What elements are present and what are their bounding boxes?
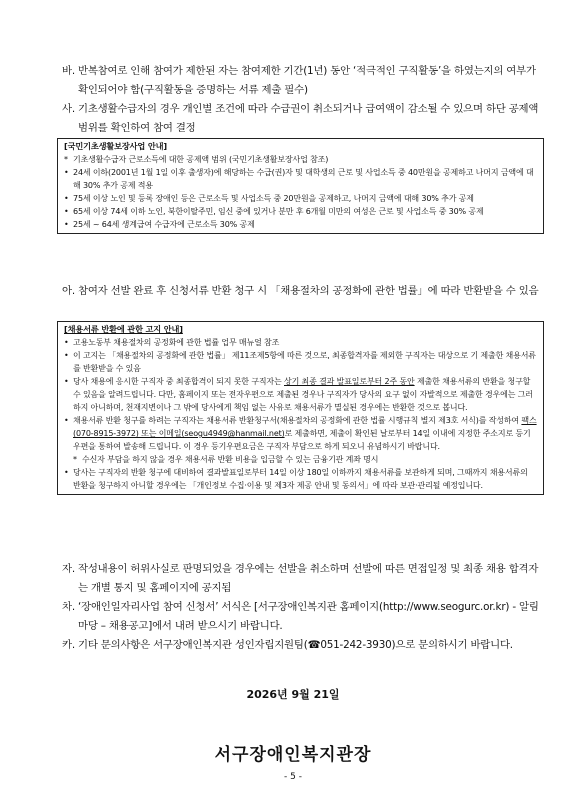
box-bullet (64, 466, 537, 492)
bullet-mark: • (64, 168, 69, 177)
box-bullet (64, 414, 537, 453)
document-return-notice-box (57, 321, 544, 495)
box-bullet (64, 336, 537, 349)
text-segment: 당사 채용에 응시한 구직자 중 최종합격이 되지 못한 구직자는 (73, 377, 284, 386)
item-marker: 차. (62, 601, 75, 613)
box-sub-note (64, 453, 537, 466)
page-number: - 5 - (284, 772, 302, 782)
item-marker: 자. (62, 563, 75, 575)
bullet-mark: • (64, 351, 69, 360)
basic-livelihood-info-box (57, 138, 544, 234)
bullet-mark: • (64, 377, 69, 386)
bullet-mark: • (64, 194, 69, 203)
item-ja (62, 560, 540, 598)
box-bullet (64, 349, 537, 375)
text-segment: 로 제출하면, 제출이 확인된 날로부터 14일 이내에 지정한 주소지로 등기우편을 통하여 발송해 드립니다. 이 경우 등기우편요금은 구직자 부담으로 하게 되오니 유념하시기 바랍니다. (73, 429, 531, 451)
bullet-mark: • (64, 416, 69, 425)
box-bullet-text: 이 고지는 「채용절차의 공정화에 관한 법률」 제11조제5항에 따른 것으로, 최종합격자를 제외한 구직자는 대상으로 기 제출한 채용서류를 반환받을 수 있음 (73, 351, 536, 373)
asterisk-mark: * (73, 455, 77, 464)
asterisk-mark: * (64, 155, 68, 164)
box-bullet-text: 25세 ~ 64세 생계급여 수급자에 근로소득 30% 공제 (73, 220, 255, 229)
box-bullet (64, 192, 537, 205)
item-text: 참여자 선발 완료 후 신청서류 반환 청구 시 「채용절차의 공정화에 관한 법률」에 따라 반환받을 수 있음 (78, 285, 539, 297)
organization-signature: 서구장애인복지관장 (214, 745, 372, 765)
box-intro (64, 153, 537, 166)
box-sub-text: 수신자 부담을 하지 않을 경우 채용서류 반환 비용을 입금할 수 있는 금융기관 계좌 명시 (82, 455, 379, 464)
item-marker: 사. (62, 103, 75, 115)
box-bullet-text: 75세 이상 노인 및 등록 장애인 등은 근로소득 및 사업소득 중 20만원을 공제하고, 나머지 금액에 대해 30% 추가 공제 (73, 194, 474, 203)
box-bullet-text (73, 377, 533, 412)
bullet-mark: • (64, 338, 69, 347)
document-date: 2026년 9월 21일 (246, 688, 340, 701)
box-title: [국민기초생활보장사업 안내] (64, 141, 167, 151)
item-cha (62, 598, 540, 636)
item-text: 기타 문의사항은 서구장애인복지관 성인자립지원팀(☎051-242-3930)으로 문의하시기 바랍니다. (78, 639, 513, 651)
box-bullet-text: 고용노동부 채용절차의 공정화에 관한 법률 업무 매뉴얼 참조 (73, 338, 280, 347)
item-ba (62, 62, 540, 100)
box-bullet-text (73, 416, 537, 451)
box-bullet (64, 205, 537, 218)
bullet-mark: • (64, 220, 69, 229)
item-marker: 아. (62, 285, 75, 297)
box-bullet (64, 166, 537, 192)
item-sa (62, 100, 540, 138)
fax-email-contact: 팩스(070-8915-3972) 또는 이메일(seogu4949@hanmail.net) (73, 416, 537, 438)
box-bullet-text: 당사는 구직자의 반환 청구에 대비하여 결과발표일로부터 14일 이상 180일 이하까지 채용서류를 보관하게 되며, 그때까지 채용서류의 반환을 청구하지 아니할 경우에는 「개인정보 수집·이용 및 제3자 제공 안내 및 동의서」에 따라 보관·관리될 예정입니다. (73, 468, 528, 490)
item-text: 기초생활수급자의 경우 개인별 조건에 따라 수급권이 취소되거나 급여액이 감소될 수 있으며 하단 공제액 범위를 확인하여 참여 결정 (78, 103, 539, 134)
item-marker: 바. (62, 65, 75, 77)
box-bullet (64, 218, 537, 231)
box-bullet (64, 375, 537, 414)
item-ka (62, 636, 540, 655)
text-segment: 제출한 채용서류의 반환을 청구할 수 있음을 알려드립니다. 다만, 홈페이지 또는 전자우편으로 제출된 경우나 구직자가 당사의 요구 없이 자발적으로 제출한 경우에는 그러하지 아니하며, 천재지변이나 그 밖에 당사에게 책임 없는 사유로 채용서류가 멸실된 경우에는 반환한 것으로 봅니다. (73, 377, 533, 412)
text-segment: 채용서류 반환 청구를 하려는 구직자는 채용서류 반환청구서(채용절차의 공정화에 관한 법률 시행규칙 별지 제3호 서식)를 작성하여 (73, 416, 522, 425)
bullet-mark: • (64, 468, 69, 477)
item-marker: 카. (62, 639, 75, 651)
item-a (62, 282, 540, 301)
bullet-mark: • (64, 207, 69, 216)
box-bullet-text: 65세 이상 74세 이하 노인, 북한이탈주민, 임신 중에 있거나 분만 후 6개월 미만의 여성은 근로 및 사업소득 중 30% 공제 (73, 207, 484, 216)
box-bullet-text: 24세 이하(2001년 1월 1일 이후 출생자)에 해당하는 수급(권)자 및 대학생의 근로 및 사업소득 중 40만원을 공제하고 나머지 금액에 대해 30% 추가 공제 적용 (73, 168, 534, 190)
item-text: 반복참여로 인해 참여가 제한된 자는 참여제한 기간(1년) 동안 ‘적극적인 구직활동’을 하였는지의 여부가 확인되어야 함(구직활동을 증명하는 서류 제출 필수) (78, 65, 536, 96)
item-text: 작성내용이 허위사실로 판명되었을 경우에는 선발을 취소하며 선발에 따른 면접일정 및 최종 채용 합격자는 개별 통지 및 홈페이지에 공지됨 (78, 563, 539, 594)
box-intro-text: 기초생활수급자 근로소득에 대한 공제액 범위 (국민기초생활보장사업 참조) (73, 155, 329, 164)
item-text: ‘장애인일자리사업 참여 신청서’ 서식은 [서구장애인복지관 홈페이지(http://www.seogurc.or.kr) - 알림마당 – 채용공고]에서 내려 받으시기 바랍니다. (78, 601, 539, 632)
underlined-deadline: 상기 최종 결과 발표일로부터 2주 동안 (284, 377, 415, 386)
box-title: [채용서류 반환에 관한 고지 안내] (64, 324, 183, 334)
